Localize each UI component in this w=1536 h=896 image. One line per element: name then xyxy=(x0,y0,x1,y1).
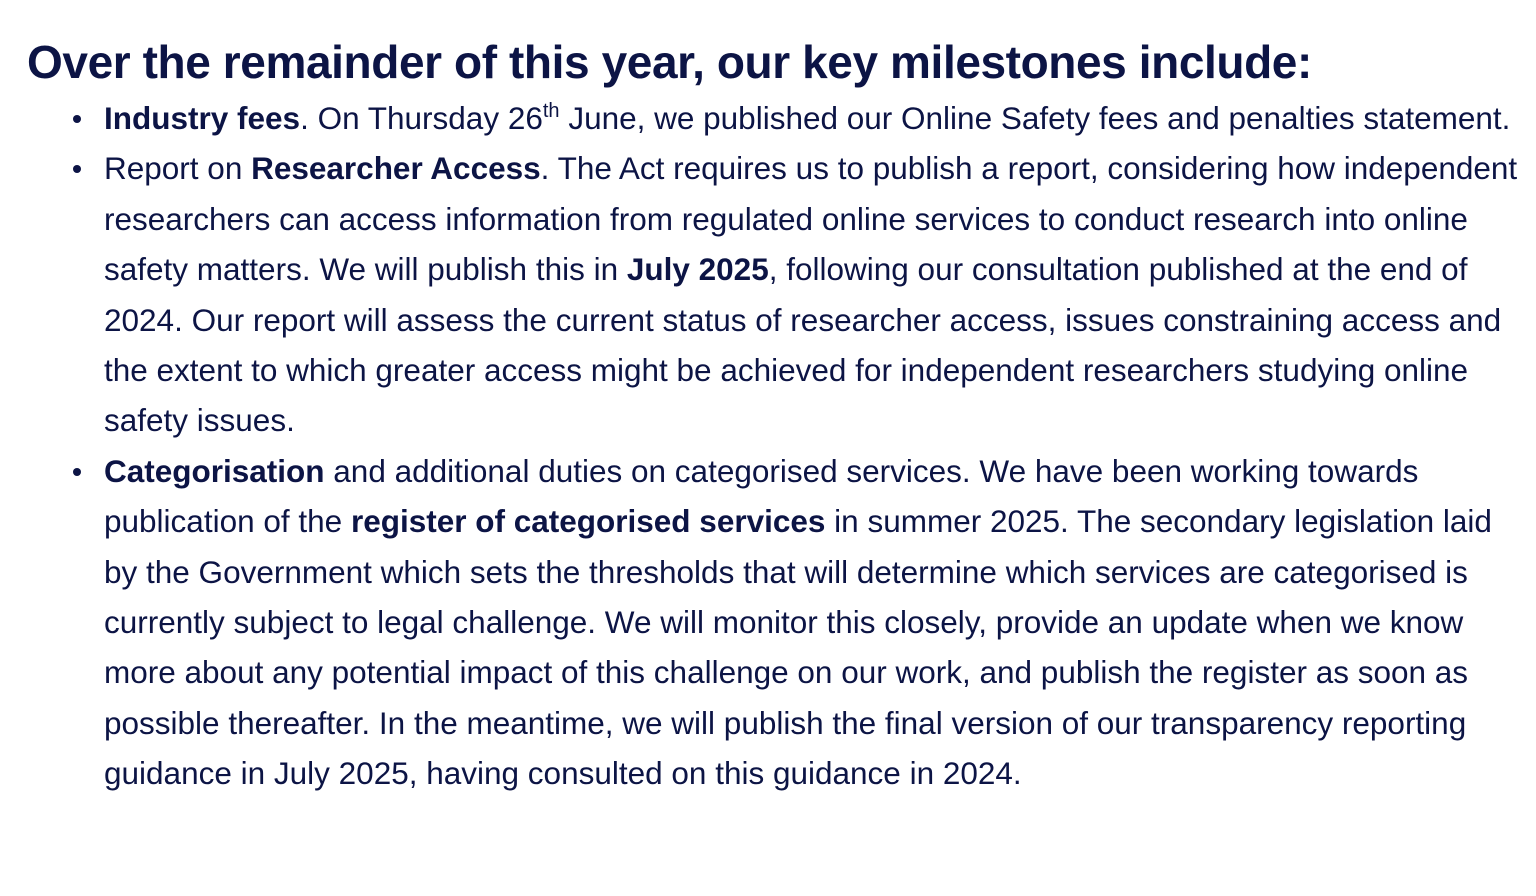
bullet-icon xyxy=(73,468,81,476)
researcher-access-text-continued: , following our consultation published at the end of 2024. Our report will assess the current status of researcher access, issues constraining access and the extent to which greater access might be achieved for independent researchers studying online safety issues. xyxy=(104,251,1502,439)
categorisation-text: and additional duties on categorised services. We have been working towards publication of the xyxy=(104,452,1419,540)
industry-fees-text-continued: June, we published our Online Safety fees and penalties statement. xyxy=(559,100,1511,136)
categorisation-text-continued: in summer 2025. The secondary legislation laid by the Government which sets the thresholds that will determine which services are categorised is currently subject to legal challenge. We will monitor this closely, provide an update when we know more about any potential impact of this challenge on our work, and publish the register as soon as possible thereafter. In the meantime, we will publish the final version of our transparency reporting guidance in July 2025, having consulted on this guidance in 2024. xyxy=(104,503,1492,792)
researcher-access-text: . The Act requires us to publish a report, considering how independent researchers can access information from regulated online services to conduct research into online safety matters. We will publish this in xyxy=(104,150,1518,288)
milestones-list xyxy=(104,93,1524,799)
researcher-access-date: July 2025 xyxy=(626,251,769,288)
ordinal-suffix: th xyxy=(542,100,560,122)
list-item-categorisation xyxy=(104,446,1524,799)
researcher-access-term: Researcher Access xyxy=(251,150,541,187)
milestones-heading: Over the remainder of this year, our key milestones include: xyxy=(27,36,1312,88)
list-item-researcher-access xyxy=(104,143,1524,445)
industry-fees-term: Industry fees xyxy=(104,100,301,136)
bullet-icon xyxy=(73,115,81,123)
list-item-industry-fees xyxy=(104,93,1524,143)
register-term: register of categorised services xyxy=(350,503,826,540)
researcher-access-intro: Report on xyxy=(104,150,252,187)
categorisation-term: Categorisation xyxy=(104,452,325,489)
industry-fees-text: . On Thursday 26 xyxy=(300,100,543,136)
bullet-icon xyxy=(73,165,81,173)
